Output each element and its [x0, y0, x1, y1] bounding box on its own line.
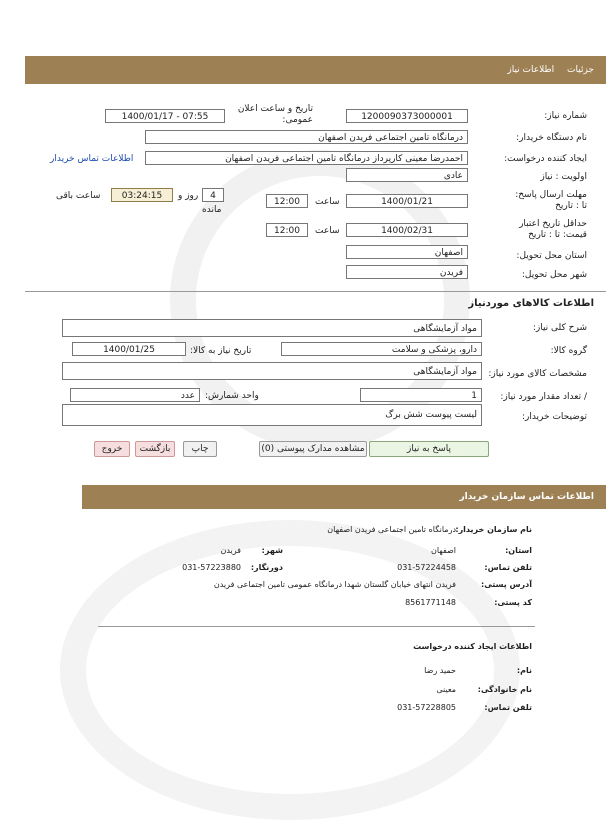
group-field: دارو، پزشکی و سلامت [281, 342, 482, 356]
validity-date-field: 1400/02/31 [346, 223, 468, 237]
exit-button[interactable]: خروج [94, 441, 130, 457]
buyer-notes-field: لیست پیوست شش برگ [62, 404, 482, 426]
buyer-contact-link[interactable]: اطلاعات تماس خریدار [50, 154, 134, 164]
creator-phone-label: تلفن تماس: [484, 703, 532, 712]
need-date-label: تاریخ نیاز به کالا: [190, 346, 252, 356]
qty-field: 1 [360, 388, 482, 402]
postal-label: کد پستی: [494, 598, 532, 607]
print-button[interactable]: چاپ [183, 441, 217, 457]
need-number-field: 1200090373000001 [346, 109, 468, 123]
buyer-label: نام دستگاه خریدار: [516, 133, 587, 143]
address-value: فریدن انتهای خیابان گلستان شهدا درمانگاه عمومی تامین اجتماعی فریدن [213, 580, 456, 589]
tab-details[interactable]: جزئیات [567, 65, 594, 75]
fax-label: دورنگار: [250, 563, 283, 572]
need-date-field: 1400/01/25 [72, 342, 186, 356]
deadline-time-field: 12:00 [266, 194, 308, 208]
remaining-time-label: ساعت باقی [56, 191, 101, 201]
contact-phone-value: 031-57224458 [397, 563, 456, 572]
address-label: آدرس پستی: [481, 580, 532, 589]
contact-province-label: استان: [505, 546, 532, 555]
tab-need-info[interactable]: اطلاعات نیاز [507, 65, 555, 75]
contact-divider [98, 626, 535, 627]
creator-phone-value: 031-57228805 [397, 703, 456, 712]
summary-field: مواد آزمایشگاهی [62, 319, 482, 337]
announce-label: تاریخ و ساعت اعلان عمومی: [237, 104, 313, 125]
spec-field: مواد آزمایشگاهی [62, 362, 482, 380]
contact-section-header: اطلاعات تماس سازمان خریدار [82, 485, 606, 509]
fax-value: 031-57223880 [182, 563, 241, 572]
need-number-label: شماره نیاز: [544, 111, 587, 121]
creator-label: ایجاد کننده درخواست: [504, 154, 587, 164]
org-value: درمانگاه تامین اجتماعی فریدن اصفهان [327, 525, 456, 534]
deadline-time-label: ساعت [315, 197, 340, 207]
qty-label: / تعداد مقدار مورد نیاز: [500, 392, 587, 402]
divider [25, 291, 606, 292]
postal-value: 8561771148 [405, 598, 456, 607]
days-label: روز و [178, 191, 199, 201]
validity-label: حداقل تاریخ اعتبار قیمت: تا : تاریخ [519, 219, 587, 240]
reply-button[interactable]: پاسخ به نیاز [369, 441, 489, 457]
validity-time-label: ساعت [315, 226, 340, 236]
attachments-button[interactable]: مشاهده مدارک پیوستی (0) [259, 441, 367, 457]
deadline-date-field: 1400/01/21 [346, 194, 468, 208]
province-field: اصفهان [346, 245, 468, 259]
creator-family-label: نام خانوادگی: [477, 685, 532, 694]
spec-label: مشخصات کالای مورد نیاز: [488, 369, 587, 379]
priority-label: اولویت : نیاز [540, 172, 587, 182]
contact-city-label: شهر: [261, 546, 283, 555]
days-field: 4 [202, 188, 224, 202]
unit-field: عدد [70, 388, 200, 402]
province-label: استان محل تحویل: [516, 251, 587, 261]
deadline-label: مهلت ارسال پاسخ: تا : تاریخ [515, 190, 587, 211]
unit-label: واحد شمارش: [205, 391, 259, 401]
buyer-field: درمانگاه تامین اجتماعی فریدن اصفهان [145, 130, 468, 144]
creator-field: احمدرضا معینی کارپرداز درمانگاه تامین اجتماعی فریدن اصفهان [145, 151, 468, 165]
countdown-field: 03:24:15 [111, 188, 173, 202]
city-field: فریدن [346, 265, 468, 279]
city-label: شهر محل تحویل: [521, 270, 587, 280]
priority-field: عادی [346, 168, 468, 182]
creator-name-label: نام: [516, 666, 532, 675]
contact-city-value: فریدن [220, 546, 241, 555]
buyer-notes-label: توضیحات خریدار: [521, 412, 587, 422]
contact-phone-label: تلفن تماس: [484, 563, 532, 572]
remaining-label: مانده [202, 205, 222, 215]
validity-time-field: 12:00 [266, 223, 308, 237]
goods-title: اطلاعات کالاهای موردنیاز [468, 298, 594, 309]
back-button[interactable]: بازگشت [135, 441, 175, 457]
creator-family-value: معینی [436, 685, 456, 694]
summary-label: شرح کلی نیاز: [532, 323, 587, 333]
org-label: نام سازمان خریدار: [455, 525, 532, 534]
page-header [25, 56, 606, 84]
creator-name-value: حمید رضا [424, 666, 456, 675]
group-label: گروه کالا: [550, 346, 587, 356]
contact-province-value: اصفهان [430, 546, 456, 555]
creator-info-title: اطلاعات ایجاد کننده درخواست [413, 642, 532, 651]
announce-field: 1400/01/17 - 07:55 [105, 109, 225, 123]
